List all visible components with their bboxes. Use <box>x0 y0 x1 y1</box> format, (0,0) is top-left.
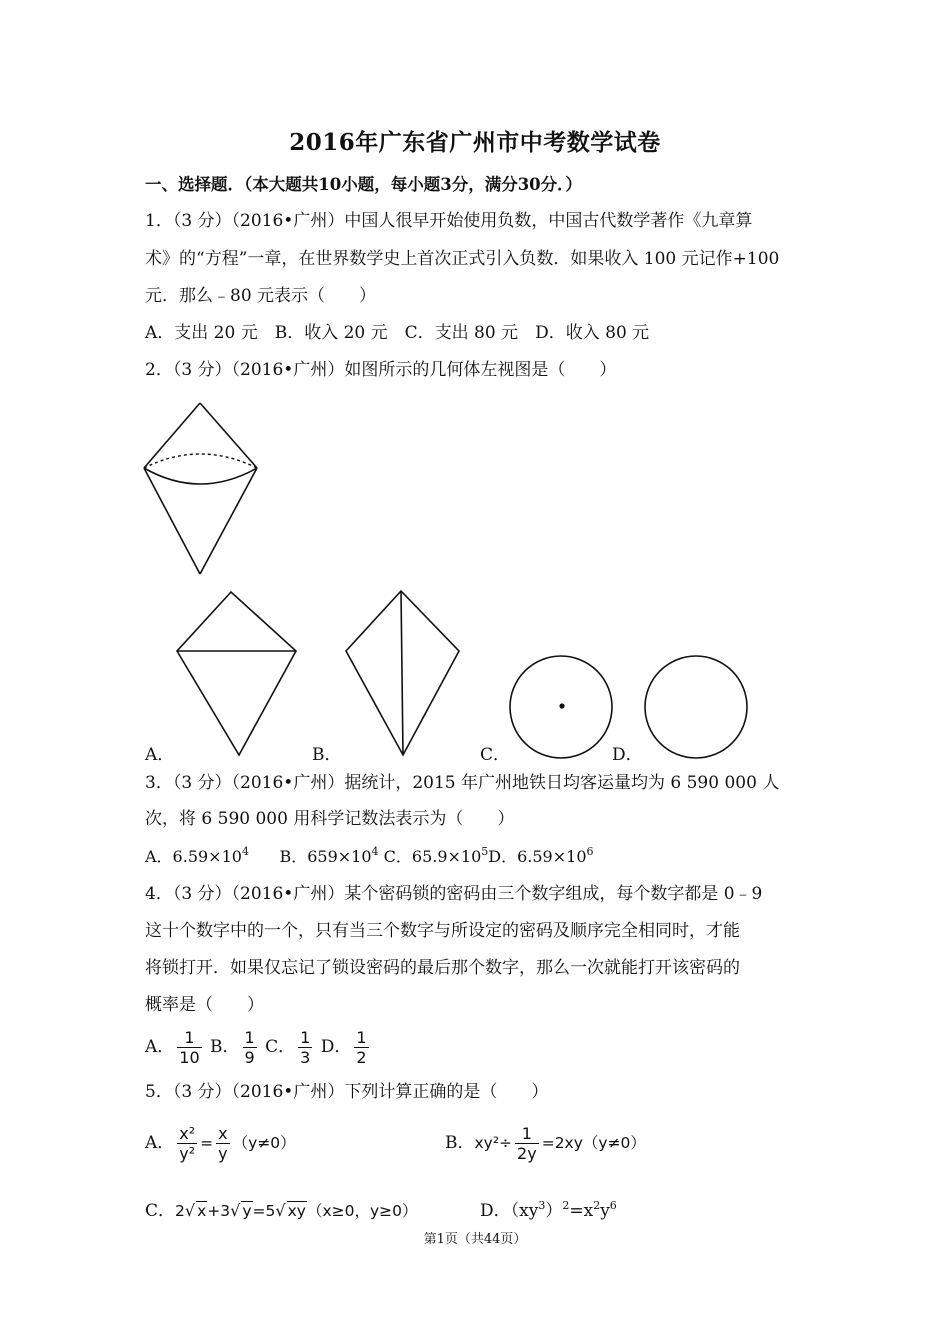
radicand: x <box>197 1202 207 1220</box>
radical-sign: √ <box>275 1201 286 1220</box>
expression-part: +3 <box>207 1202 231 1220</box>
fraction-numerator: x <box>218 1124 228 1143</box>
fraction <box>177 1124 197 1163</box>
fraction <box>515 1124 539 1163</box>
circle-shape <box>645 656 747 758</box>
exponent: 6 <box>609 1199 617 1212</box>
radicand: xy <box>287 1202 306 1220</box>
fraction-denominator: y <box>218 1144 228 1163</box>
q3-option-c: C．65.9×10 <box>383 847 482 866</box>
radical-sign: √ <box>184 1201 196 1220</box>
q4-options <box>145 1028 372 1067</box>
q3-option-b-exponent: 4 <box>371 845 379 858</box>
q3-option-b: B．659×10 <box>279 847 372 866</box>
kite-shape <box>177 592 296 755</box>
q2-label-c: C． <box>480 745 511 765</box>
q5-option-a <box>145 1124 296 1163</box>
q5-c-expression <box>175 1202 417 1220</box>
fraction-denominator: 3 <box>300 1048 311 1067</box>
solid-edge <box>200 403 257 468</box>
expression-part: ） <box>545 1201 563 1221</box>
solid-ellipse-front <box>144 468 257 484</box>
fraction-numerator: 1 <box>244 1028 255 1047</box>
coefficient: 2 <box>175 1202 185 1220</box>
q3-option-c-exponent: 5 <box>481 845 489 858</box>
q3-options <box>145 845 594 869</box>
fraction-denominator: y² <box>179 1144 196 1163</box>
q5-label-c: C． <box>145 1201 176 1221</box>
solid-ellipse-back <box>144 454 257 468</box>
condition: （y≠0） <box>232 1134 296 1152</box>
q4-line4: 概率是（ ） <box>145 995 264 1015</box>
q5-label-b: B． <box>445 1133 475 1153</box>
q5-label-a: A． <box>145 1133 175 1153</box>
q5-option-b <box>445 1124 646 1163</box>
q4-label-c: C． <box>265 1037 296 1057</box>
q4-fraction-a <box>177 1028 201 1067</box>
fraction-numerator: 1 <box>356 1028 367 1047</box>
center-dot <box>559 703 564 708</box>
q1-options: A．支出 20 元 B．收入 20 元 C．支出 80 元 D．收入 80 元 <box>145 323 650 343</box>
page-title: 2016年广东省广州市中考数学试卷 <box>289 129 661 156</box>
q1-line3: 元．那么﹣80 元表示（ ） <box>145 286 377 306</box>
expression-part: =2xy（y≠0） <box>541 1134 646 1152</box>
exponent: 2 <box>562 1199 570 1212</box>
q3-option-d: D．6.59×10 <box>488 847 587 866</box>
kite-vertical-line <box>401 591 403 755</box>
radicand: y <box>242 1202 252 1220</box>
q4-label-a: A． <box>145 1037 175 1057</box>
q1-line1: 1．（3 分）（2016•广州）中国人很早开始使用负数，中国古代数学著作《九章算 <box>145 211 753 231</box>
q2-option-c-figure <box>508 654 614 760</box>
fraction-denominator: 10 <box>179 1048 200 1067</box>
exponent: 3 <box>538 1199 546 1212</box>
fraction-denominator: 9 <box>244 1048 255 1067</box>
exponent: 2 <box>593 1199 601 1212</box>
fraction <box>216 1124 229 1163</box>
q5-option-c <box>145 1196 418 1221</box>
q2-label-a: A． <box>145 745 175 765</box>
page-footer: 第1页（共44页） <box>423 1232 527 1247</box>
q2-label-d: D． <box>612 745 643 765</box>
q2-option-a-figure <box>172 588 297 760</box>
fraction-numerator: x² <box>179 1124 196 1143</box>
q2-option-b-figure <box>343 588 463 760</box>
q4-label-d: D． <box>320 1037 352 1057</box>
expression-part: =5 <box>252 1202 276 1220</box>
q4-fraction-d <box>354 1028 368 1067</box>
radical-sign: √ <box>230 1201 241 1220</box>
q2-solid-figure <box>140 398 265 578</box>
expression-part: y <box>600 1201 610 1221</box>
q3-option-a-exponent: 4 <box>241 845 249 858</box>
fraction-numerator: 1 <box>300 1028 311 1047</box>
fraction-numerator: 1 <box>515 1124 539 1144</box>
q3-option-d-exponent: 6 <box>586 845 594 858</box>
condition: （x≥0，y≥0） <box>306 1202 418 1220</box>
q4-line2: 这十个数字中的一个，只有当三个数字与所设定的密码及顺序完全相同时，才能 <box>145 921 740 941</box>
fraction-denominator: 2 <box>356 1048 367 1067</box>
equals-sign: = <box>200 1134 214 1152</box>
expression-part: （xy <box>510 1201 539 1221</box>
q4-fraction-c <box>298 1028 312 1067</box>
q4-line1: 4．（3 分）（2016•广州）某个密码锁的密码由三个数字组成，每个数字都是 0﹣9 <box>145 884 763 904</box>
q3-option-a: A．6.59×10 <box>145 847 242 866</box>
expression-part: xy²÷ <box>474 1134 513 1152</box>
q2-option-d-figure <box>643 654 749 760</box>
q5-b-expression <box>474 1124 646 1163</box>
expression-part: =x <box>569 1201 594 1221</box>
fraction-numerator: 1 <box>177 1028 201 1048</box>
q4-label-b: B． <box>210 1037 240 1057</box>
q2-stem: 2．（3 分）（2016•广州）如图所示的几何体左视图是（ ） <box>145 360 617 380</box>
q1-line2: 术》的“方程”一章，在世界数学史上首次正式引入负数．如果收入 100 元记作+100 <box>145 249 780 269</box>
q3-line2: 次，将 6 590 000 用科学记数法表示为（ ） <box>145 809 515 829</box>
solid-edge <box>144 403 200 468</box>
q5-stem: 5．（3 分）（2016•广州）下列计算正确的是（ ） <box>145 1082 549 1102</box>
q2-label-b: B． <box>312 745 342 765</box>
q5-a-expression <box>174 1124 296 1163</box>
fraction-denominator: 2y <box>517 1144 537 1163</box>
q5-label-d: D． <box>480 1201 511 1221</box>
section-heading: 一、选择题．（本大题共10小题，每小题3分，满分30分．） <box>145 175 582 194</box>
q4-line3: 将锁打开．如果仅忘记了锁设密码的最后那个数字，那么一次就能打开该密码的 <box>145 958 740 978</box>
q5-option-d <box>480 1196 617 1221</box>
q4-fraction-b <box>243 1028 257 1067</box>
q3-line1: 3．（3 分）（2016•广州）据统计，2015 年广州地铁日均客运量均为 6 590 000 人 <box>145 773 780 793</box>
